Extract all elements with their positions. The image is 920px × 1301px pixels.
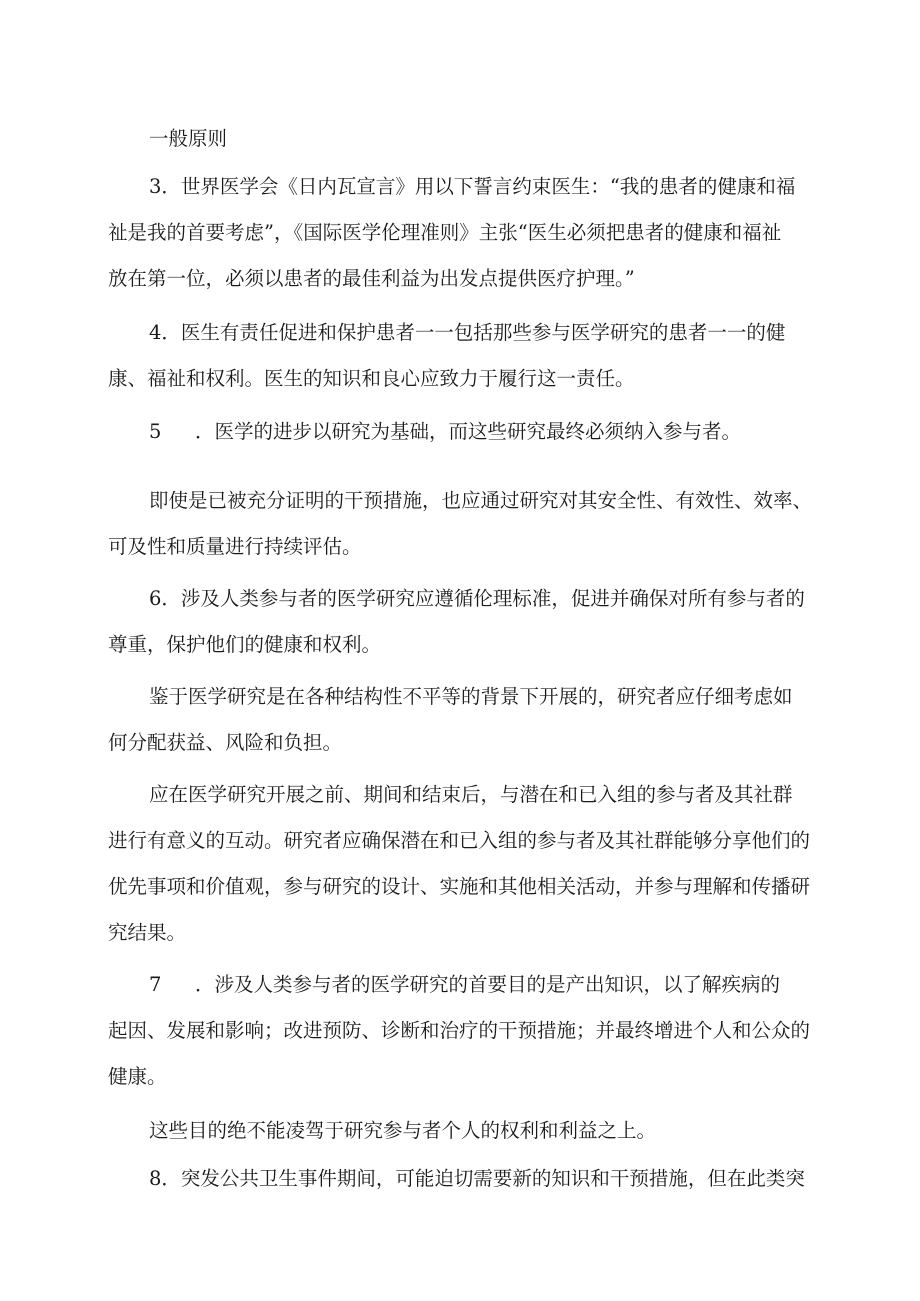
- section-title: 一般原则: [149, 127, 228, 150]
- paragraph-5: 5 ．医学的进步以研究为基础，而这些研究最终必须纳入参与者。: [108, 409, 823, 455]
- paragraph-7: 7 ．涉及人类参与者的医学研究的首要目的是产出知识，以了解疾病的 起因、发展和影响；改进预防、诊断和治疗的干预措施；并最终增进个人和公众的 健康。: [108, 962, 823, 1100]
- paragraph-number: 7: [149, 973, 162, 996]
- paragraph-6-engagement: 应在医学研究开展之前、期间和结束后，与潜在和已入组的参与者及其社群 进行有意义的互动。研究者应确保潜在和已入组的参与者及其社群能够分享他们的 优先事项和价值观，参与研究的设计、实施和其他相关活动，并参与理解和传播研 究结果。: [108, 783, 811, 944]
- paragraph-number: 5: [149, 420, 162, 443]
- paragraph-number: 3: [149, 175, 162, 198]
- paragraph-5-continued: 即使是已被充分证明的干预措施，也应通过研究对其安全性、有效性、效率、 可及性和质量进行持续评估。: [108, 489, 813, 558]
- paragraph-number: 8: [149, 1167, 162, 1190]
- paragraph-3: 3．世界医学会《日内瓦宣言》用以下誓言约束医生：“我的患者的健康和福 祉是我的首要考虑”，《国际医学伦理准则》主张“医生必须把患者的健康和福祉 放在第一位，必须以患者的最佳利益为出发点提供医疗护理。”: [108, 164, 823, 302]
- paragraph-number: 6: [149, 587, 162, 610]
- paragraph-8: 8．突发公共卫生事件期间，可能迫切需要新的知识和干预措施，但在此类突: [108, 1156, 823, 1202]
- paragraph-number: 4: [149, 321, 162, 344]
- paragraph-6-benefits: 鉴于医学研究是在各种结构性不平等的背景下开展的，研究者应仔细考虑如 何分配获益、风险和负担。: [108, 685, 793, 754]
- paragraph-4: 4．医生有责任促进和保护患者一一包括那些参与医学研究的患者一一的健 康、福祉和权利。医生的知识和良心应致力于履行这一责任。: [108, 310, 823, 402]
- paragraph-7-continued: 这些目的绝不能凌驾于研究参与者个人的权利和利益之上。: [149, 1119, 657, 1142]
- paragraph-6: 6．涉及人类参与者的医学研究应遵循伦理标准，促进并确保对所有参与者的 尊重，保护他们的健康和权利。: [108, 576, 823, 668]
